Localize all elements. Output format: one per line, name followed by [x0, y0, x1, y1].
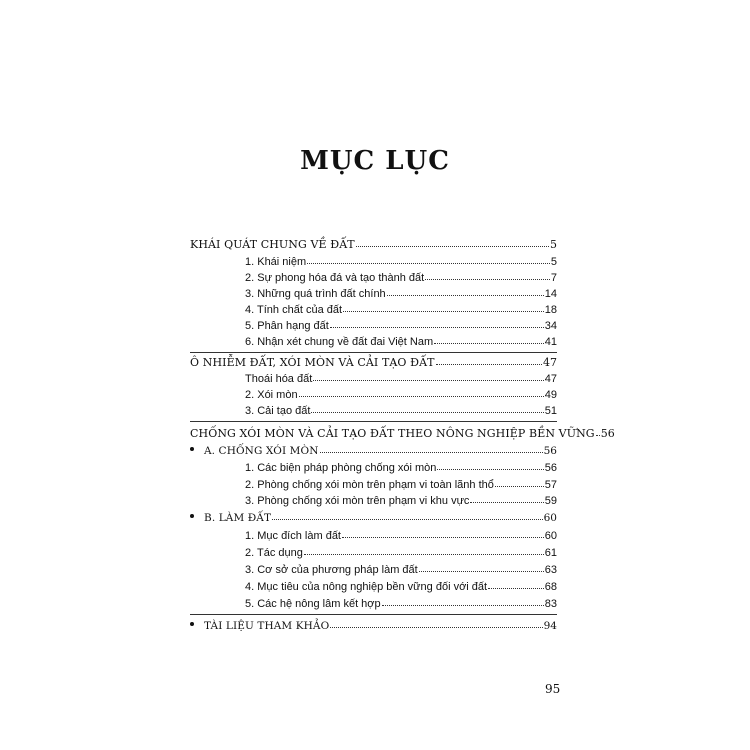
toc-entry-label: 1. Khái niệm	[245, 256, 307, 268]
toc-entry-page: 7	[550, 272, 557, 284]
toc-entry-label: B. LÀM ĐẤT	[204, 512, 272, 524]
dot-leader	[488, 588, 544, 589]
dot-leader	[382, 605, 544, 606]
toc-item	[190, 544, 557, 559]
dot-leader	[342, 537, 544, 538]
toc-entry-label: 3. Những quá trình đất chính	[245, 288, 386, 300]
toc-entry-label: 5. Phân hạng đất	[245, 320, 329, 332]
dot-leader	[311, 412, 543, 413]
toc-item	[190, 578, 557, 593]
section-divider	[190, 352, 557, 353]
toc-entry-page: 49	[544, 389, 557, 401]
dot-leader	[304, 554, 544, 555]
toc-entry-page: 59	[544, 495, 557, 507]
toc-item	[190, 595, 557, 610]
toc-item	[190, 269, 557, 284]
toc-item	[190, 253, 557, 268]
toc-entry-page: 56	[544, 462, 557, 474]
toc-entry-page: 56	[543, 445, 557, 457]
dot-leader	[437, 469, 543, 470]
toc-entry-page: 60	[544, 530, 557, 542]
dot-leader	[343, 311, 544, 312]
toc-section	[190, 236, 557, 251]
toc-entry-label: 1. Các biện pháp phòng chống xói mòn	[245, 462, 437, 474]
page-number: 95	[545, 682, 561, 696]
toc-subsection	[190, 509, 557, 524]
toc-entry-label: TÀI LIỆU THAM KHẢO	[204, 620, 330, 632]
toc-entry-page: 68	[544, 581, 557, 593]
toc-entry-label: 1. Mục đích làm đất	[245, 530, 341, 542]
toc-subsection	[190, 442, 557, 457]
toc-entry-label: 4. Mục tiêu của nông nghiệp bền vững đối với đất	[245, 581, 488, 593]
toc-item	[190, 370, 557, 385]
toc-item	[190, 561, 557, 576]
toc-entry-page: 47	[543, 356, 557, 369]
dot-leader	[419, 571, 544, 572]
toc-entry-page: 41	[544, 336, 557, 348]
toc-item	[190, 317, 557, 332]
toc-item	[190, 476, 557, 491]
toc-item	[190, 386, 557, 401]
bullet-icon	[190, 447, 194, 451]
dot-leader	[330, 327, 544, 328]
dot-leader	[596, 435, 600, 436]
section-divider	[190, 421, 557, 422]
dot-leader	[330, 627, 542, 628]
toc-entry-page: 60	[543, 512, 557, 524]
toc-entry-page: 5	[550, 238, 557, 251]
toc-section	[190, 425, 615, 440]
toc-entry-page: 34	[544, 320, 557, 332]
dot-leader	[313, 380, 543, 381]
dot-leader	[425, 279, 550, 280]
toc-entry-page: 63	[544, 564, 557, 576]
dot-leader	[436, 364, 542, 365]
toc-entry-label: CHỐNG XÓI MÒN VÀ CẢI TẠO ĐẤT THEO NÔNG NGHIỆP BỀN VỮNG	[190, 427, 595, 440]
toc-item	[190, 402, 557, 417]
toc-entry-label: 3. Cơ sở của phương pháp làm đất	[245, 564, 418, 576]
toc-entry-label: 3. Phòng chống xói mòn trên phạm vi khu vực	[245, 495, 470, 507]
toc-item	[190, 527, 557, 542]
toc-entry-label: KHÁI QUÁT CHUNG VỀ ĐẤT	[190, 238, 355, 251]
toc-entry-label: 2. Sự phong hóa đá và tạo thành đất	[245, 272, 425, 284]
toc-entry-page: 51	[544, 405, 557, 417]
dot-leader	[470, 502, 543, 503]
toc-entry-label: 2. Phòng chống xói mòn trên phạm vi toàn lãnh thổ	[245, 479, 494, 491]
toc-entry-label: 4. Tính chất của đất	[245, 304, 343, 316]
toc-item	[190, 492, 557, 507]
bullet-icon	[190, 622, 194, 626]
dot-leader	[299, 396, 544, 397]
dot-leader	[307, 263, 550, 264]
toc-item	[190, 459, 557, 474]
dot-leader	[495, 486, 544, 487]
toc-entry-page: 61	[544, 547, 557, 559]
dot-leader	[387, 295, 544, 296]
dot-leader	[272, 519, 543, 520]
toc-entry-label: 6. Nhận xét chung về đất đai Việt Nam	[245, 336, 434, 348]
toc-subsection	[190, 617, 557, 632]
toc-entry-label: 2. Xói mòn	[245, 389, 298, 401]
toc-item	[190, 285, 557, 300]
toc-entry-page: 83	[544, 598, 557, 610]
toc-entry-label: 3. Cải tạo đất	[245, 405, 311, 417]
toc-entry-page: 5	[550, 256, 557, 268]
toc-item	[190, 301, 557, 316]
toc-entry-page: 47	[544, 373, 557, 385]
toc-entry-page: 56	[600, 427, 615, 440]
toc-entry-label: 5. Các hệ nông lâm kết hợp	[245, 598, 381, 610]
toc-entry-label: A. CHỐNG XÓI MÒN	[204, 445, 319, 457]
dot-leader	[434, 343, 544, 344]
section-divider	[190, 614, 557, 615]
page-title: MỤC LỤC	[300, 146, 450, 176]
toc-entry-label: Ô NHIỄM ĐẤT, XÓI MÒN VÀ CẢI TẠO ĐẤT	[190, 356, 435, 369]
toc-entry-label: 2. Tác dụng	[245, 547, 303, 559]
toc-entry-page: 57	[544, 479, 557, 491]
toc-entry-page: 18	[544, 304, 557, 316]
dot-leader	[356, 246, 549, 247]
toc-entry-label: Thoái hóa đất	[245, 373, 313, 385]
toc-item	[190, 333, 557, 348]
toc-entry-page: 14	[544, 288, 557, 300]
toc-entry-page: 94	[543, 620, 557, 632]
toc-section	[190, 354, 557, 369]
bullet-icon	[190, 514, 194, 518]
dot-leader	[320, 452, 543, 453]
